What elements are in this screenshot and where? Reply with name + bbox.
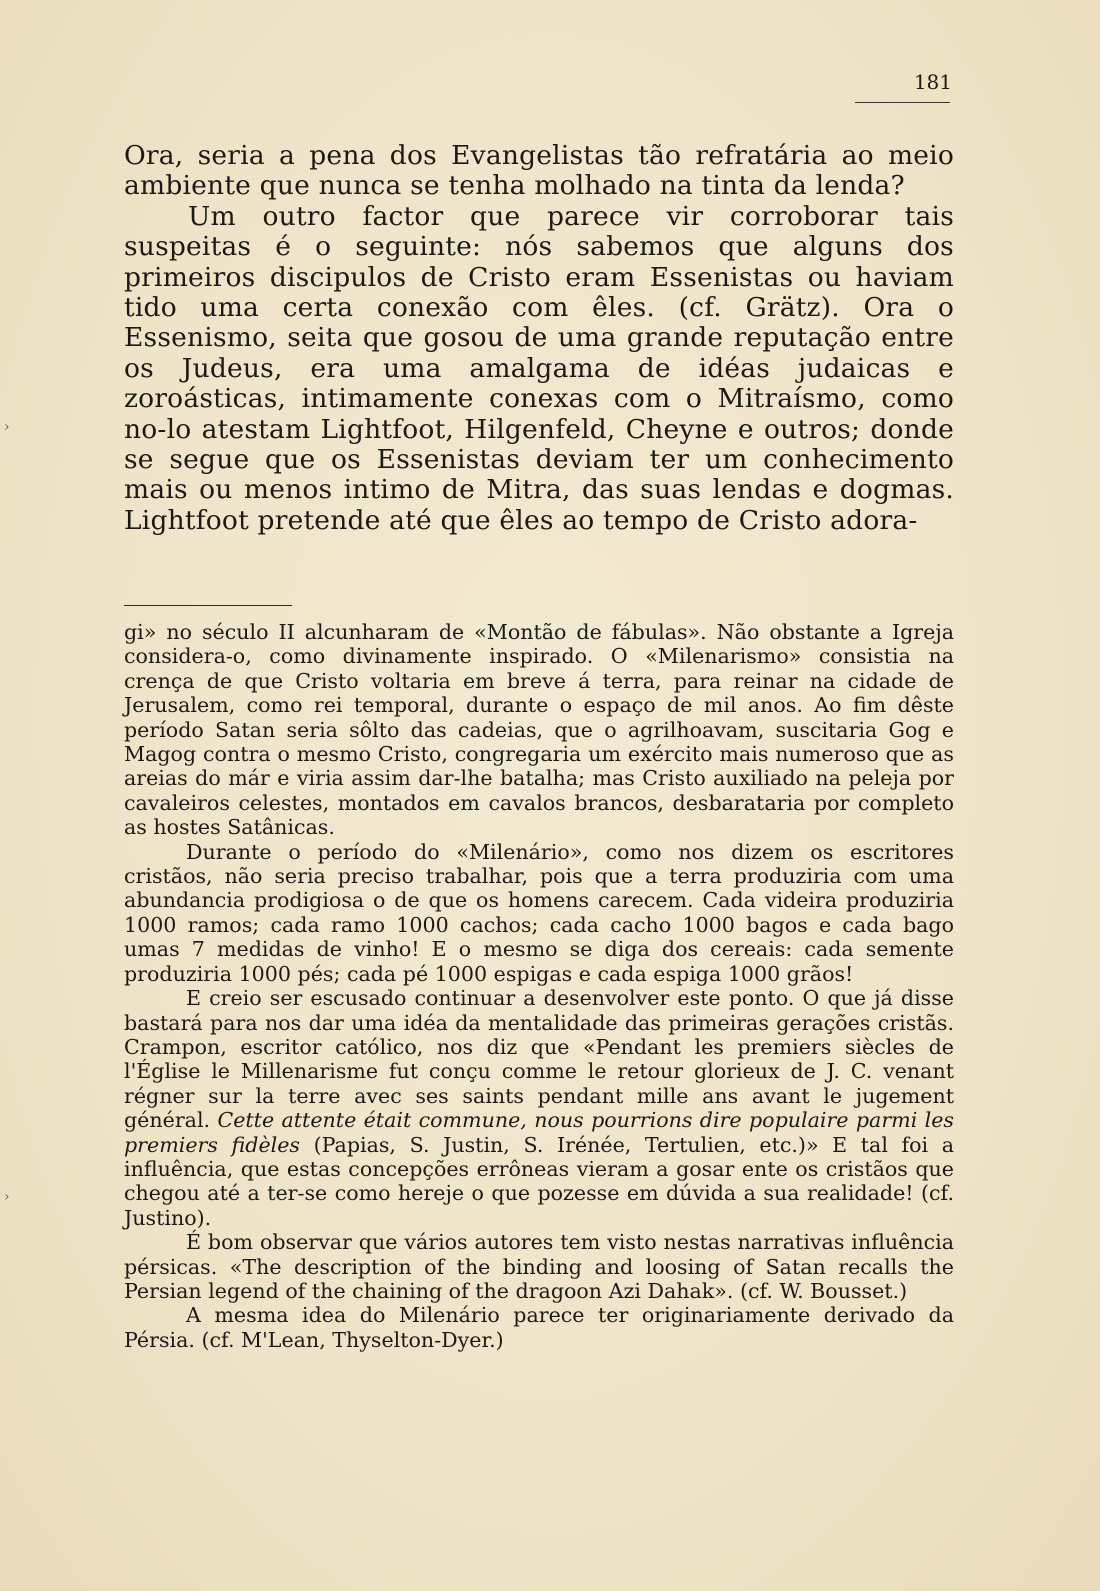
page-number-rule: [855, 102, 950, 103]
footnote-paragraph-1: gi» no século II alcunharam de «Montão de fábulas». Não obstante a Igreja considera-o, como divinamente inspirado. O «Milenarismo» consistia na crença de que Cristo voltaria em breve á terra, para reinar na cidade de Jerusalem, como rei temporal, durante o espaço de mil anos. Ao fim dêste período Satan seria sôlto das cadeias, que o agrilhoavam, suscitaria Gog e Magog contra o mesmo Cristo, congregaria um exército mais numeroso que as areias do már e viria assim dar-lhe batalha; mas Cristo auxiliado na peleja por cavaleiros celestes, montados em cavalos brancos, desbarataria por completo as hostes Satânicas.: [124, 620, 954, 840]
margin-arrow-mark-icon: ›: [4, 419, 10, 435]
footnote-paragraph-5: A mesma idea do Milenário parece ter originariamente derivado da Pérsia. (cf. M'Lean, Thyselton-Dyer.): [124, 1303, 954, 1352]
footnote-paragraph-3-italic: Cette attente était commune, nous pourrions dire populaire parmi les premiers fidèles: [124, 1108, 954, 1157]
main-paragraph-2: Um outro factor que parece vir corroborar tais suspeitas é o seguinte: nós sabemos que alguns dos primeiros discipulos de Cristo eram Essenistas ou haviam tido uma certa conexão com êles. (cf. Grätz). Ora o Essenismo, seita que gosou de uma grande reputação entre os Judeus, era uma amalgama de idéas judaicas e zoroásticas, intimamente conexas com o Mitraísmo, como no-lo atestam Lightfoot, Hilgenfeld, Cheyne e outros; donde se segue que os Essenistas deviam ter um conhecimento mais ou menos intimo de Mitra, das suas lendas e dogmas. Lightfoot pretende até que êles ao tempo de Cristo adora-: [124, 200, 954, 536]
footnotes: [124, 620, 954, 1352]
margin-arrow-mark-icon: ›: [4, 1189, 10, 1205]
page-number: 181: [913, 70, 952, 94]
footnote-paragraph-3-text-b: (Papias, S. Justin, S. Irénée, Tertulien, etc.)» E tal foi a influência, que estas concepções errôneas vieram a gosar ente os cristãos que chegou até a ter-se como hereje o que pozesse em dúvida a sua realidade! (cf. Justino).: [124, 1132, 954, 1230]
main-text: [124, 141, 954, 536]
main-paragraph-1: Ora, seria a pena dos Evangelistas tão refratária ao meio ambiente que nunca se tenha molhado na tinta da lenda?: [124, 140, 954, 202]
footnote-paragraph-4: É bom observar que vários autores tem visto nestas narrativas influência pérsicas. «The description of the binding and loosing of Satan recalls the Persian legend of the chaining of the dragoon Azi Dahak». (cf. W. Bousset.): [124, 1230, 954, 1303]
footnote-separator: [124, 605, 292, 606]
footnote-paragraph-3-text-a: E creio ser escusado continuar a desenvolver este ponto. O que já disse bastará para nos dar uma idéa da mentalidade das primeiras gerações cristãs. Crampon, escritor católico, nos diz que «Pendant les premiers siècles de l'Église le Millenarisme fut conçu comme le retour glorieux de J. C. venant régner sur la terre avec ses saints pendant mille ans avant le jugement général.: [124, 986, 954, 1133]
footnote-paragraph-2: Durante o período do «Milenário», como nos dizem os escritores cristãos, não seria preciso trabalhar, pois que a terra produziria com uma abundancia prodigiosa o de que os homens carecem. Cada videira produziria 1000 ramos; cada ramo 1000 cachos; cada cacho 1000 bagos e cada bago umas 7 medidas de vinho! E o mesmo se diga dos cereais: cada semente produziria 1000 pés; cada pé 1000 espigas e cada espiga 1000 grãos!: [124, 839, 954, 986]
footnote-paragraph-3: [124, 986, 954, 1230]
